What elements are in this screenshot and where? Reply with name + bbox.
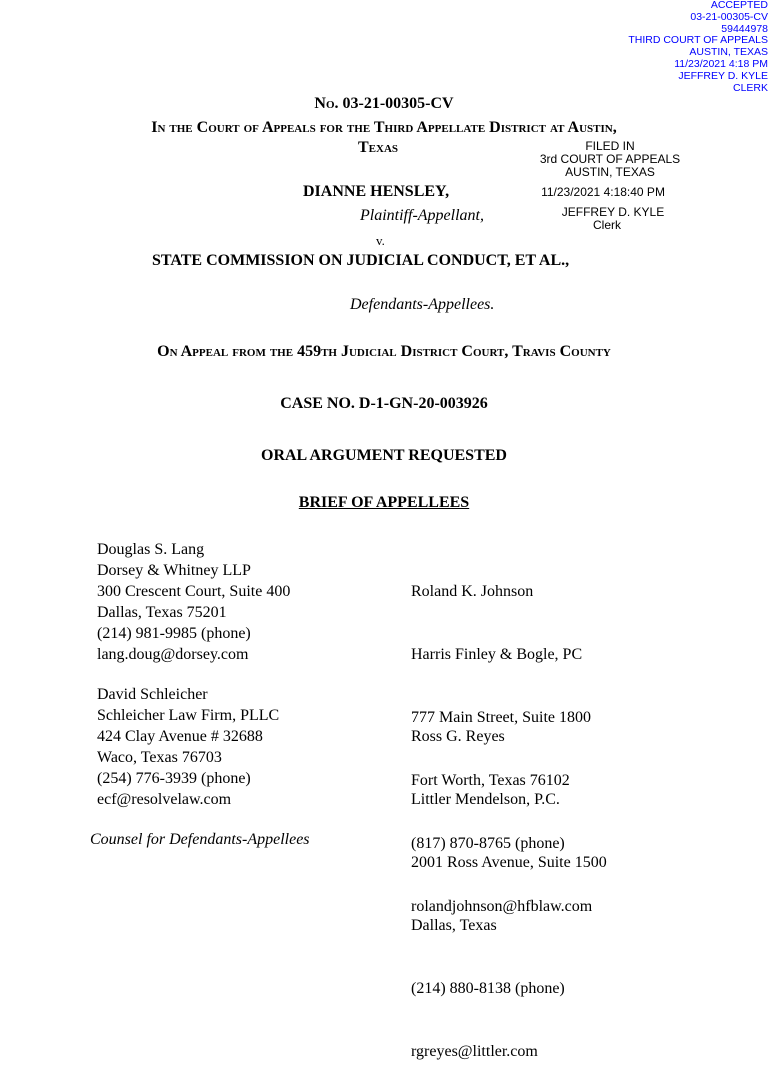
counsel-phone: (254) 776-3939 (phone) <box>97 770 251 787</box>
counsel-city: Waco, Texas 76703 <box>97 749 222 766</box>
stamp-line: THIRD COURT OF APPEALS <box>628 34 768 47</box>
counsel-city: Dallas, Texas <box>411 917 497 934</box>
counsel-phone: (214) 981-9985 (phone) <box>97 625 251 642</box>
filed-datetime: 11/23/2021 4:18:40 PM <box>541 185 665 199</box>
stamp-line: 59444978 <box>721 22 768 35</box>
counsel-email: rolandjohnson@hfblaw.com <box>411 898 593 915</box>
counsel-for-label: Counsel for Defendants-Appellees <box>90 831 310 848</box>
filed-clerk-title: Clerk <box>592 218 621 232</box>
filed-city: AUSTIN, TEXAS <box>565 165 655 179</box>
brief-title: BRIEF OF APPELLEES <box>298 494 470 511</box>
defendant-name: STATE COMMISSION ON JUDICIAL CONDUCT, ET AL., <box>152 252 570 269</box>
counsel-phone: (817) 870-8765 (phone) <box>411 835 565 852</box>
counsel-street: 2001 Ross Avenue, Suite 1500 <box>411 854 607 871</box>
stamp-line: 03-21-00305-CV <box>690 10 768 23</box>
defendant-role: Defendants-Appellees. <box>350 296 495 313</box>
counsel-name: Ross G. Reyes <box>411 728 505 745</box>
stamp-line: 11/23/2021 4:18 PM <box>674 57 768 70</box>
counsel-street: 300 Crescent Court, Suite 400 <box>97 583 291 600</box>
counsel-block-lang <box>97 539 290 665</box>
stamp-line: AUSTIN, TEXAS <box>689 46 768 59</box>
appeal-from: On Appeal from the 459th Judicial District Court, Travis County <box>157 343 611 360</box>
case-number: No. 03-21-00305-CV <box>314 95 454 112</box>
counsel-name: Douglas S. Lang <box>97 541 205 558</box>
filed-in-label: FILED IN <box>585 139 635 153</box>
counsel-firm: Littler Mendelson, P.C. <box>411 791 560 808</box>
plaintiff-role: Plaintiff-Appellant, <box>360 207 484 224</box>
counsel-name: Roland K. Johnson <box>411 583 534 600</box>
counsel-firm: Schleicher Law Firm, PLLC <box>97 707 280 724</box>
counsel-firm: Dorsey & Whitney LLP <box>97 562 251 579</box>
counsel-city: Fort Worth, Texas 76102 <box>411 772 570 789</box>
filed-clerk-name: JEFFREY D. KYLE <box>561 205 665 219</box>
counsel-block-schleicher <box>97 684 279 810</box>
counsel-email: rgreyes@littler.com <box>411 1043 538 1060</box>
filed-court: 3rd COURT OF APPEALS <box>539 152 681 166</box>
counsel-street: 424 Clay Avenue # 32688 <box>97 728 263 745</box>
counsel-block-reyes <box>411 684 607 1083</box>
counsel-name: David Schleicher <box>97 686 208 703</box>
acceptance-stamp <box>548 0 768 94</box>
court-name-line1: In the Court of Appeals for the Third Appellate District at Austin, <box>151 119 617 136</box>
stamp-line: ACCEPTED <box>710 0 768 11</box>
counsel-street: 777 Main Street, Suite 1800 <box>411 709 591 726</box>
plaintiff-name: DIANNE HENSLEY, <box>303 183 450 200</box>
stamp-line: JEFFREY D. KYLE <box>678 69 768 82</box>
counsel-city: Dallas, Texas 75201 <box>97 604 227 621</box>
versus: v. <box>376 233 385 248</box>
counsel-phone: (214) 880-8138 (phone) <box>411 980 565 997</box>
oral-argument-request: ORAL ARGUMENT REQUESTED <box>261 447 507 464</box>
court-name-line2: Texas <box>358 139 399 156</box>
counsel-firm: Harris Finley & Bogle, PC <box>411 646 583 663</box>
stamp-line: CLERK <box>732 81 768 94</box>
counsel-email: ecf@resolvelaw.com <box>97 791 232 808</box>
trial-case-number: CASE NO. D-1-GN-20-003926 <box>280 395 488 412</box>
counsel-email: lang.doug@dorsey.com <box>97 646 249 663</box>
